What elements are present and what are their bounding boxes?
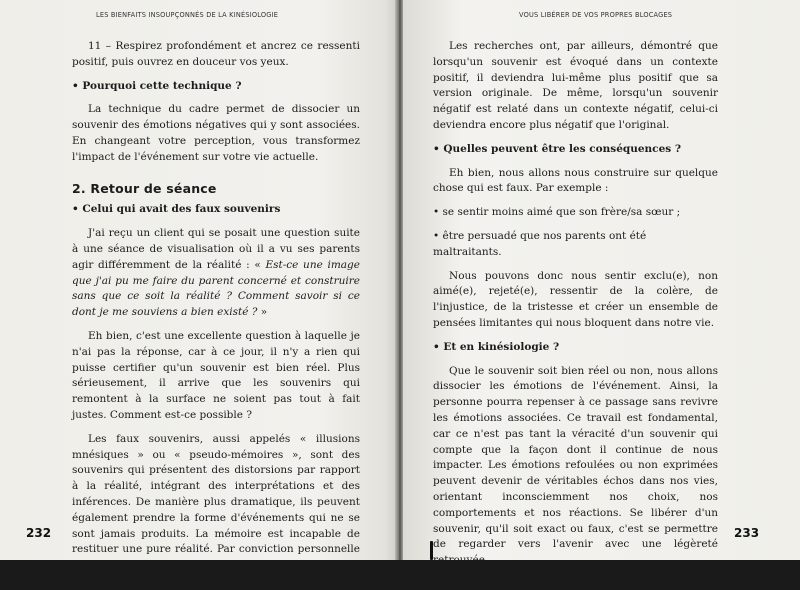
running-head-right: VOUS LIBÉRER DE VOS PROPRES BLOCAGES [519,11,673,19]
left-page-body [72,39,360,590]
section-title: 2. Retour de séance [72,180,217,196]
heading-pourquoi: • Pourquoi cette technique ? [72,79,242,92]
paragraph-recherches: Les recherches ont, par ailleurs, démontré que lorsqu'un souvenir est évoqué dans un contexte positif, il deviendra lui-même plus positif que sa version originale. De même, lorsqu'un souvenir négatif est relaté dans un contexte négatif, celui-ci deviendra encore plus négatif que l'original. [433,40,718,131]
heading-faux-souvenirs: • Celui qui avait des faux souvenirs [72,203,281,216]
client-quote-end: » [257,306,268,319]
client-quote: Est-ce une image que j'ai pu me faire du parent concerné et construire sans que ce soit la réalité ? Comment savoir si ce dont je me souviens a bien existé ? [72,258,360,319]
paragraph-nous-pouvons: Nous pouvons donc nous sentir exclu(e), non aimé(e), rejeté(e), ressentir de la colère, de l'injustice, de la tristesse et créer un ensemble de pensées limitantes qui nous bloquent dans notre vie. [433,269,718,329]
page-number-right: 233 [734,526,760,540]
left-page [0,0,397,587]
step-11-paragraph: 11 – Respirez profondément et ancrez ce ressenti positif, puis ouvrez en douceur vos yeux. [72,40,360,68]
paragraph-technique: La technique du cadre permet de dissocier un souvenir des émotions négatives qui y sont associées. En changeant votre perception, vous transformez l'impact de l'événement sur votre vie actuelle. [72,103,360,163]
client-intro: J'ai reçu un client qui se posait une question suite à une séance de visualisation où il a vu ses parents agir différemment de la réalité : « [72,227,360,271]
paragraph-client [72,226,360,321]
heading-consequences: • Quelles peuvent être les conséquences ? [433,142,681,155]
right-page-body [433,39,718,569]
paragraph-faux-souvenirs: Les faux souvenirs, aussi appelés « illusions mnésiques » ou « pseudo-mémoires », sont des souvenirs qui présentent des distorsions par rapport à la réalité, intégrant des interprétations et des inférences. De manière plus dramatique, ils peuvent également prendre la forme d'événements qui ne se sont jamais produits. La mémoire est incapable de restituer une pure réalité. Par conviction personnelle ou par conviction induite, nous fabriquons alors de faux souvenirs. [72,432,360,587]
paragraph-eh-bien: Eh bien, c'est une excellente question à laquelle je n'ai pas la réponse, car à ce jour, il n'y a rien qui puisse certifier qu'un souvenir est bien réel. Plus sérieusement, il arrive que les souvenirs qui remontent à la surface ne soient pas tout à fait justes. Comment est-ce possible ? [72,329,360,421]
bookmark-ribbon [430,541,433,560]
list-item: • se sentir moins aimé que son frère/sa sœur ; [433,206,681,219]
list-item: • être persuadé que nos parents ont été maltraitants. [433,229,647,258]
paragraph-eh-bien-2: Eh bien, nous allons nous construire sur quelque chose qui est faux. Par exemple : [433,166,718,195]
page-number-left: 232 [26,526,52,540]
right-page [403,0,800,567]
heading-kinesiologie: • Et en kinésiologie ? [433,340,560,353]
running-head-left: LES BIENFAITS INSOUPÇONNÉS DE LA KINÉSIOLOGIE [96,11,279,19]
paragraph-que-le-souvenir: Que le souvenir soit bien réel ou non, nous allons dissocier les émotions de l'événement. Ainsi, la personne pourra repenser à ce passage sans revivre les émotions associées. Ce travail est fondamental, car ce n'est pas tant la véracité d'un souvenir qui compte que la façon dont il continue de nous impacter. Les émotions refoulées ou non exprimées peuvent devenir de véritables échos dans nos vies, orientant inconsciemment nos choix, nos comportements et nos réactions. Se libérer d'un souvenir, qu'il soit exact ou faux, c'est se permettre de regarder vers l'avenir avec une légèreté retrouvée. [433,364,718,567]
